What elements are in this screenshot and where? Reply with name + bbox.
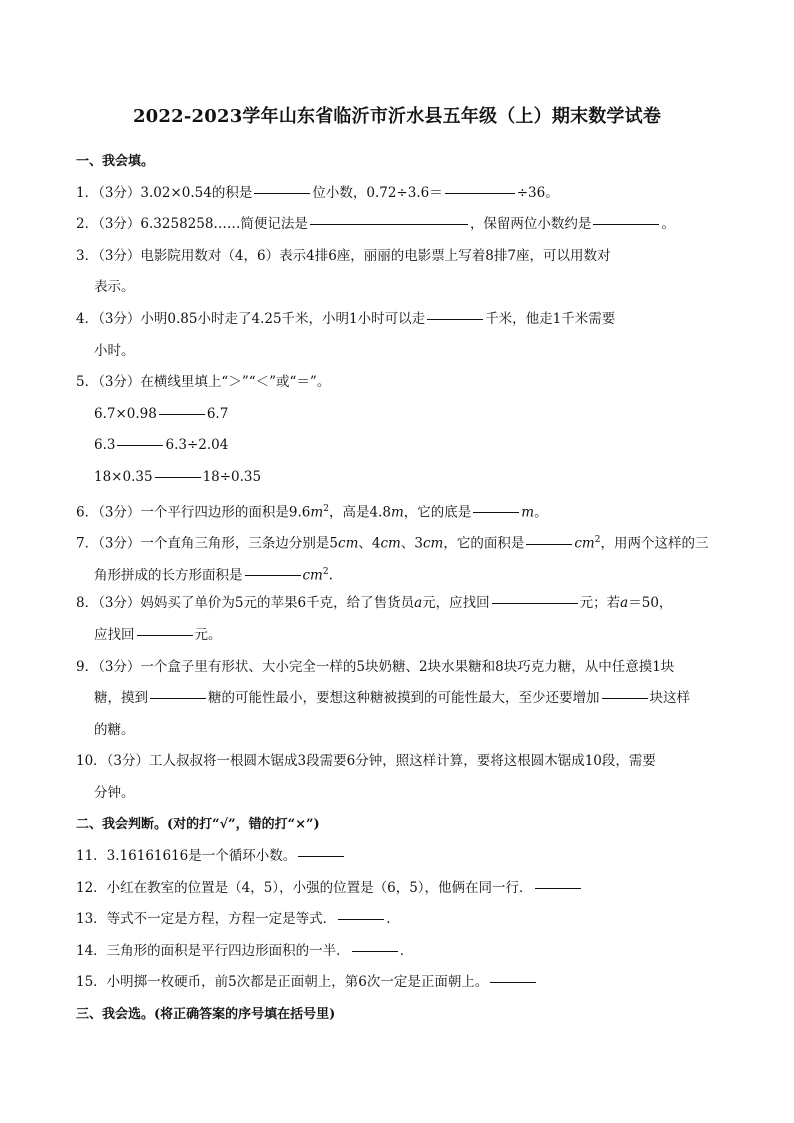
answer-blank xyxy=(254,192,310,194)
section-judge-heading: 二、我会判断。(对的打“√”，错的打“×”) xyxy=(76,817,320,833)
question-11: 11．3.16161616是一个循环小数。 xyxy=(76,841,726,873)
question-14: 14．三角形的面积是平行四边形面积的一半． ． xyxy=(76,942,414,959)
section-choice-heading: 三、我会选。(将正确答案的序号填在括号里) xyxy=(76,1007,336,1023)
answer-blank xyxy=(427,318,483,320)
answer-blank xyxy=(492,602,578,604)
question-9-cont: 糖，摸到 糖的可能性最小，要想这种糖被摸到的可能性最大，至少还要增加 块这样 xyxy=(94,690,690,707)
answer-blank xyxy=(310,223,468,225)
question-5: 5．（3分）在横线里填上“＞”“＜”或“＝”。 xyxy=(76,374,331,391)
question-5-row-3: 18×0.35 18÷0.35 xyxy=(94,468,262,485)
question-15: 15．小明掷一枚硬币，前5次都是正面朝上，第6次一定是正面朝上。 xyxy=(76,967,726,999)
answer-blank xyxy=(155,476,201,478)
question-10-cont: 分钟。 xyxy=(94,784,135,801)
answer-blank xyxy=(602,697,648,699)
question-7: 7．（3分）一个直角三角形，三条边分别是5cm、4cm、3cm，它的面积是 $cm^2$，用两个这样的三 xyxy=(76,535,709,552)
exam-content xyxy=(76,146,726,1031)
question-1: 1．（3分）3.02×0.54的积是 位小数，0.72÷3.6＝ ÷36。 xyxy=(76,184,559,201)
answer-blank xyxy=(490,981,536,983)
page-title: 2022-2023学年山东省临沂市沂水县五年级（上）期末数学试卷 xyxy=(132,106,662,127)
question-8: 8．（3分）妈妈买了单价为5元的苹果6千克，给了售货员a元，应找回 元；若a＝50， xyxy=(76,595,673,612)
answer-blank xyxy=(593,223,659,225)
question-5-row-1: 6.7×0.98 6.7 xyxy=(94,405,229,422)
answer-blank xyxy=(137,634,193,636)
answer-blank xyxy=(535,887,581,889)
question-12: 12．小红在教室的位置是（4，5），小强的位置是（6，5），他俩在同一行． xyxy=(76,873,726,905)
answer-blank xyxy=(150,697,206,699)
question-10: 10．（3分）工人叔叔将一根圆木锯成3段需要6分钟，照这样计算，要将这根圆木锯成10段，需要 xyxy=(76,753,656,770)
answer-blank xyxy=(117,444,163,446)
answer-blank xyxy=(298,855,344,857)
answer-blank xyxy=(473,511,519,513)
question-7-cont: 角形拼成的长方形面积是 $cm^2$. xyxy=(94,566,333,584)
answer-blank xyxy=(338,918,384,920)
question-9-cont-2: 的糖。 xyxy=(94,721,135,738)
answer-blank xyxy=(159,413,205,415)
answer-blank xyxy=(445,192,515,194)
section-fill-heading: 一、我会填。 xyxy=(76,154,155,169)
question-3: 3．（3分）电影院用数对（4，6）表示4排6座，丽丽的电影票上写着8排7座，可以用数对 xyxy=(76,247,611,264)
question-13: 13．等式不一定是方程，方程一定是等式． ． xyxy=(76,911,400,928)
question-4-cont: 小时。 xyxy=(94,342,135,359)
question-9: 9．（3分）一个盒子里有形状、大小完全一样的5块奶糖、2块水果糖和8块巧克力糖，从中任意摸1块 xyxy=(76,658,675,675)
answer-blank xyxy=(245,574,301,576)
question-5-row-2: 6.3 6.3÷2.04 xyxy=(94,437,229,454)
answer-blank xyxy=(352,950,398,952)
question-4: 4．（3分）小明0.85小时走了4.25千米，小明1小时可以走 千米，他走1千米需要 xyxy=(76,310,616,327)
question-2: 2．（3分）6.3258258……简便记法是 ，保留两位小数约是 。 xyxy=(76,216,675,233)
question-8-cont: 应找回 元。 xyxy=(94,626,222,643)
question-6: 6．（3分）一个平行四边形的面积是$9.6m^2$，高是4.8m，它的底是 m。 xyxy=(76,503,548,521)
question-3-cont: 表示。 xyxy=(94,279,135,296)
answer-blank xyxy=(526,543,572,545)
